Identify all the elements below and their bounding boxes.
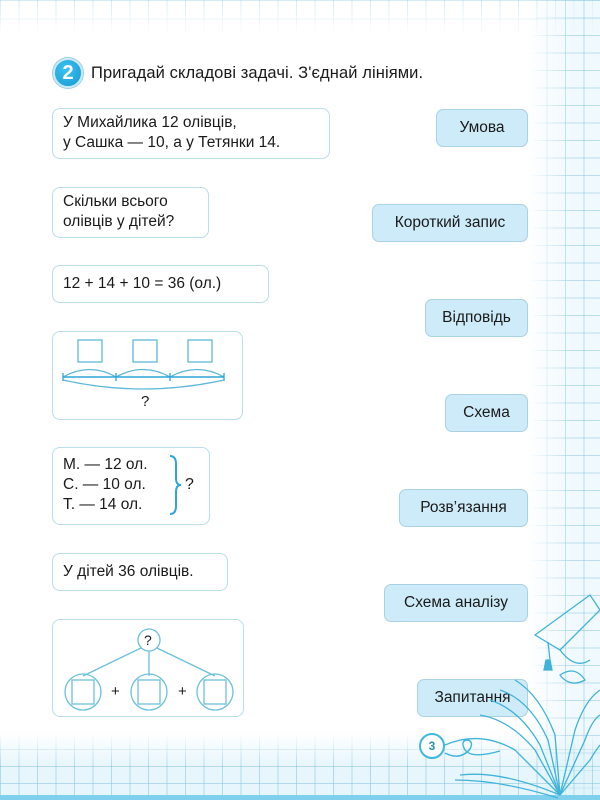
short-record-content: [63, 454, 199, 516]
label-scheme[interactable]: Схема: [445, 394, 528, 432]
scheme-box-1: [78, 340, 102, 362]
condition-line-1: У Михайлика 12 олівців,: [63, 114, 237, 131]
segment-scheme-box[interactable]: [52, 331, 243, 420]
task-title: Пригадай складові задачі. З'єднай лініями.: [91, 63, 424, 82]
label-condition[interactable]: Умова: [436, 109, 528, 147]
question-line-1: Скільки всього: [63, 193, 168, 210]
solution-box[interactable]: [52, 265, 269, 303]
question-line-2: олівців у дітей?: [63, 213, 175, 230]
question-box[interactable]: [52, 187, 209, 238]
tree-plus-2: +: [178, 683, 187, 700]
short-record-question-mark: ?: [185, 476, 194, 493]
task-header: [53, 58, 423, 88]
grid-background-top: [0, 0, 600, 36]
curly-brace-icon: [168, 454, 182, 516]
tree-plus-1: +: [111, 683, 120, 700]
page-number: 3: [419, 733, 445, 759]
answer-box[interactable]: [52, 553, 228, 591]
analysis-tree-box[interactable]: [52, 619, 244, 717]
page-swirl-decoration: [440, 735, 510, 765]
label-question[interactable]: Запитання: [417, 679, 528, 717]
task-number-badge: 2: [53, 58, 83, 88]
scheme-box-2: [133, 340, 157, 362]
answer-text: У дітей 36 олівців.: [63, 563, 194, 580]
label-short-record[interactable]: Короткий запис: [372, 204, 528, 242]
short-record-line-3: Т. — 14 ол.: [63, 496, 143, 513]
solution-text: 12 + 14 + 10 = 36 (ол.): [63, 275, 222, 292]
short-record-box[interactable]: [52, 447, 210, 525]
short-record-line-1: М. — 12 ол.: [63, 456, 148, 473]
condition-line-2: у Сашка — 10, а у Тетянки 14.: [63, 134, 281, 151]
book-cap-illustration: [440, 580, 600, 800]
short-record-line-2: С. — 10 ол.: [63, 476, 146, 493]
scheme-question-mark: ?: [141, 393, 150, 410]
label-answer[interactable]: Відповідь: [425, 299, 528, 337]
tree-question-mark: ?: [144, 632, 152, 648]
label-analysis-scheme[interactable]: Схема аналізу: [384, 584, 528, 622]
label-solution[interactable]: Розв’язання: [399, 489, 528, 527]
condition-box[interactable]: [52, 108, 330, 159]
scheme-box-3: [188, 340, 212, 362]
